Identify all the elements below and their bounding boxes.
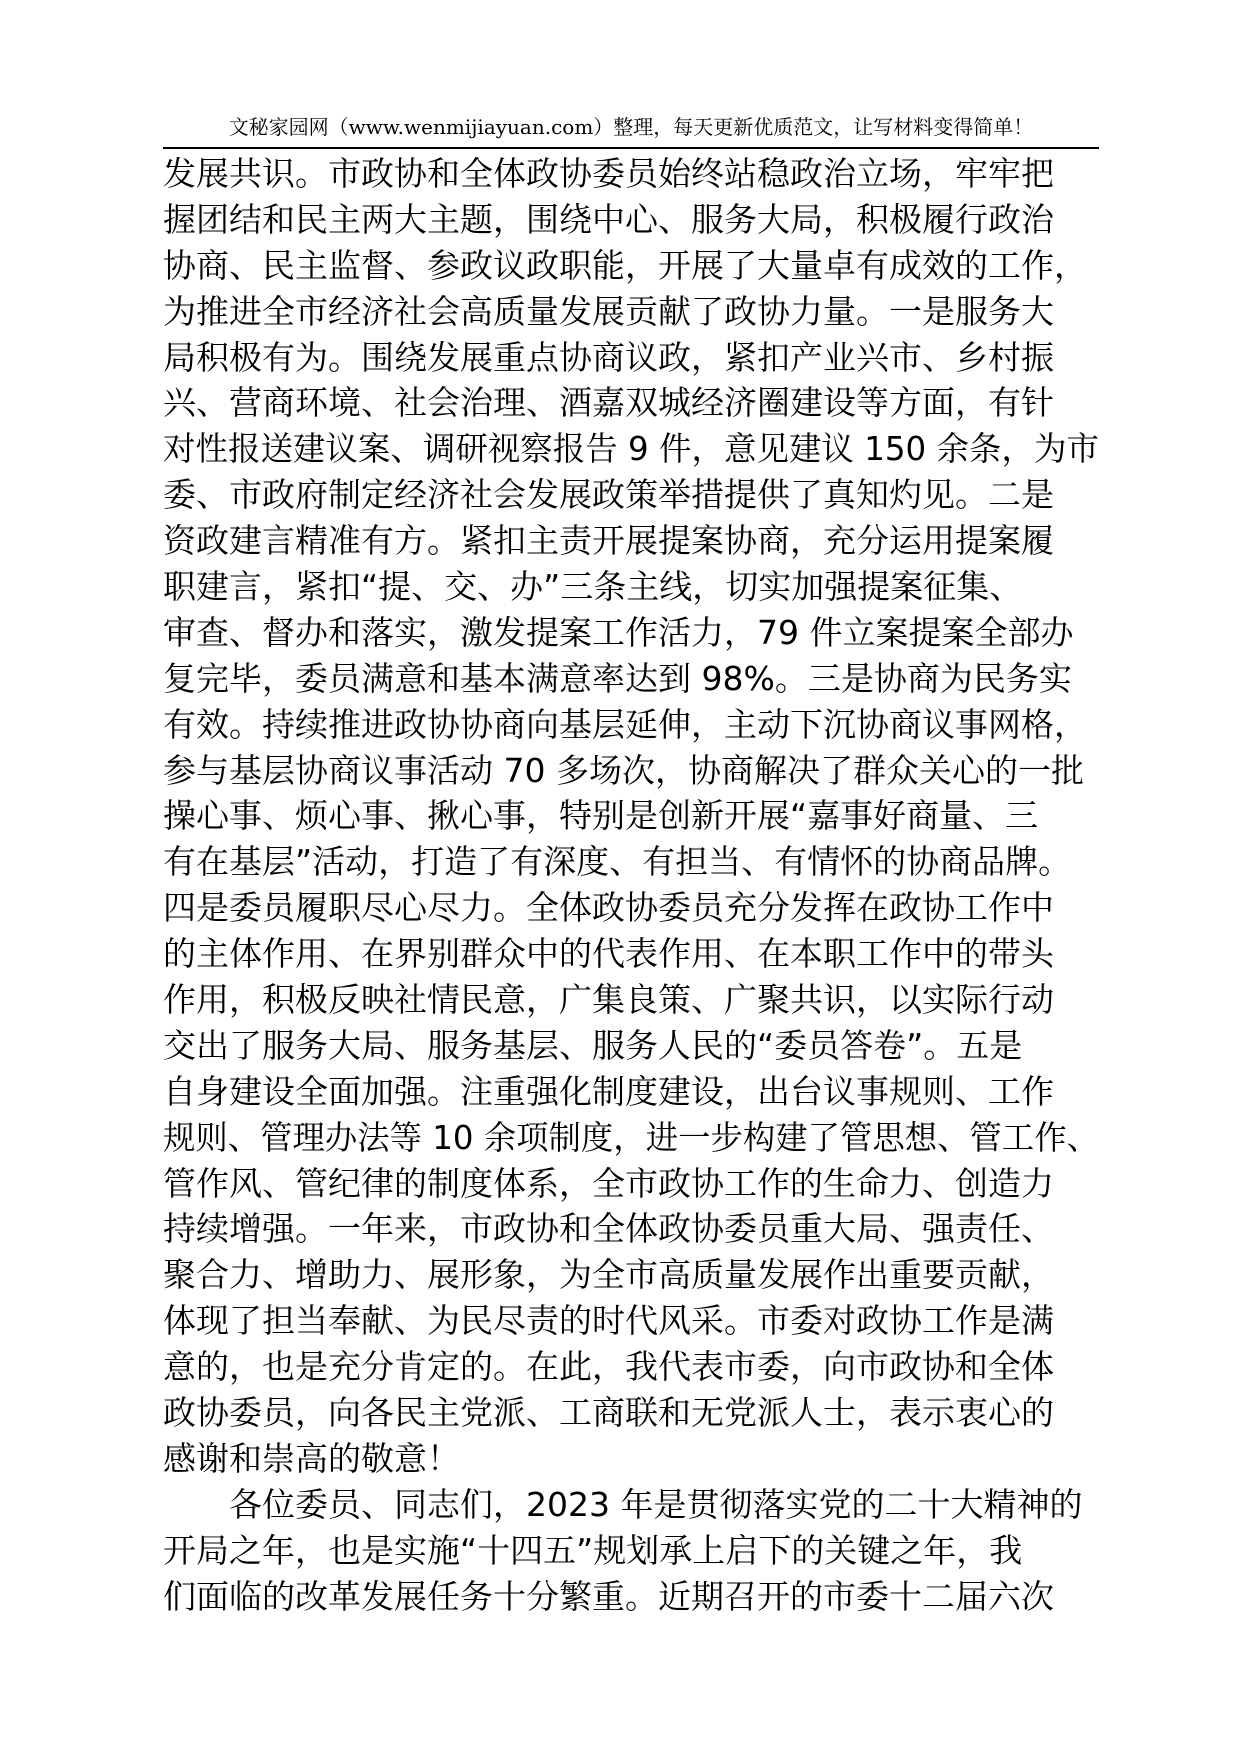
text-line: 作用，积极反映社情民意，广集良策、广聚共识，以实际行动 (163, 980, 1054, 1020)
text-line: 交出了服务大局、服务基层、服务人民的“委员答卷”。五是 (163, 1025, 1023, 1065)
body-text (163, 151, 1099, 1620)
text-line: 握团结和民主两大主题，围绕中心、服务大局，积极履行政治 (163, 199, 1054, 239)
text-line: 持续增强。一年来，市政协和全体政协委员重大局、强责任、 (163, 1209, 1054, 1249)
text-line: 们面临的改革发展任务十分繁重。近期召开的市委十二届六次 (163, 1576, 1054, 1616)
text-line: 参与基层协商议事活动 70 多场次，协商解决了群众关心的一批 (163, 750, 1084, 790)
text-line: 为推进全市经济社会高质量发展贡献了政协力量。一是服务大 (163, 291, 1054, 331)
text-line: 聚合力、增助力、展形象，为全市高质量发展作出重要贡献， (163, 1255, 1054, 1295)
text-line: 政协委员，向各民主党派、工商联和无党派人士，表示衷心的 (163, 1393, 1054, 1433)
text-line: 对性报送建议案、调研视察报告 9 件，意见建议 150 余条，为市 (163, 429, 1099, 469)
text-line: 操心事、烦心事、揪心事，特别是创新开展“嘉事好商量、三 (163, 796, 1039, 836)
text-line: 复完毕，委员满意和基本满意率达到 98%。三是协商为民务实 (163, 658, 1072, 698)
text-line: 有在基层”活动，打造了有深度、有担当、有情怀的协商品牌。 (163, 842, 1072, 882)
text-line: 发展共识。市政协和全体政协委员始终站稳政治立场，牢牢把 (163, 154, 1054, 193)
text-line: 开局之年，也是实施“十四五”规划承上启下的关键之年，我 (163, 1530, 1023, 1570)
text-line: 协商、民主监督、参政议政职能，开展了大量卓有成效的工作， (163, 245, 1087, 285)
text-line: 职建言，紧扣“提、交、办”三条主线，切实加强提案征集、 (163, 567, 1023, 607)
text-line: 四是委员履职尽心尽力。全体政协委员充分发挥在政协工作中 (163, 888, 1054, 928)
text-line: 有效。持续推进政协协商向基层延伸，主动下沉协商议事网格， (163, 704, 1087, 744)
text-line: 感谢和崇高的敬意！ (163, 1438, 460, 1478)
text-line: 的主体作用、在界别群众中的代表作用、在本职工作中的带头 (163, 934, 1054, 974)
text-line: 资政建言精准有方。紧扣主责开展提案协商，充分运用提案履 (163, 521, 1054, 561)
header-divider (163, 147, 1099, 149)
text-line: 意的，也是充分肯定的。在此，我代表市委，向市政协和全体 (163, 1347, 1054, 1387)
text-line: 体现了担当奉献、为民尽责的时代风采。市委对政协工作是满 (163, 1301, 1054, 1341)
text-line: 自身建设全面加强。注重强化制度建设，出台议事规则、工作 (163, 1071, 1054, 1111)
text-line: 各位委员、同志们，2023 年是贯彻落实党的二十大精神的 (229, 1484, 1083, 1524)
text-line: 局积极有为。围绕发展重点协商议政，紧扣产业兴市、乡村振 (163, 337, 1054, 377)
text-line: 委、市政府制定经济社会发展政策举措提供了真知灼见。二是 (163, 475, 1054, 515)
page-header: 文秘家园网（www.wenmijiayuan.com）整理，每天更新优质范文，让写材料变得简单！ (228, 115, 1034, 139)
text-line: 规则、管理办法等 10 余项制度，进一步构建了管思想、管工作、 (163, 1117, 1099, 1157)
text-line: 兴、营商环境、社会治理、酒嘉双城经济圈建设等方面，有针 (163, 383, 1054, 423)
text-line: 管作风、管纪律的制度体系，全市政协工作的生命力、创造力 (163, 1163, 1054, 1203)
text-line: 审查、督办和落实，激发提案工作活力，79 件立案提案全部办 (163, 612, 1074, 652)
